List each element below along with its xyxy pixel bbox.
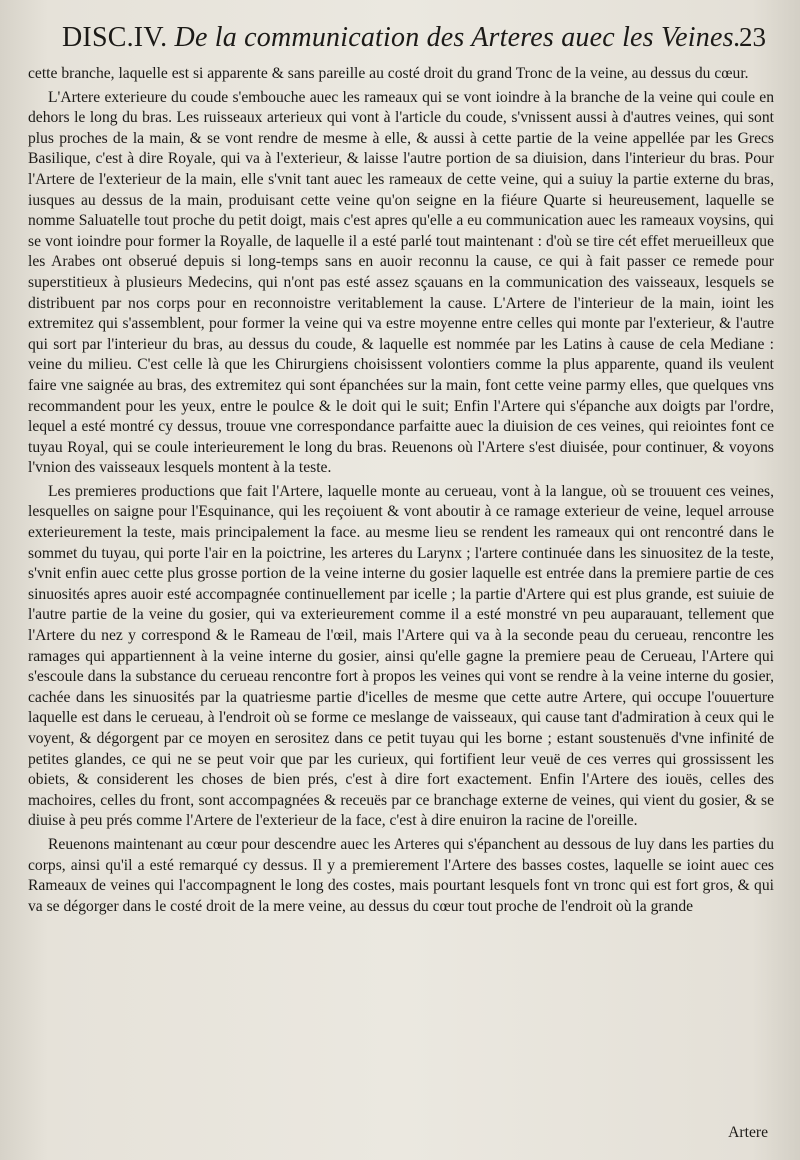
paragraph: cette branche, laquelle est si apparente & sans pareille au costé droit du grand Tronc de la veine, au dessus du cœur.	[28, 65, 749, 82]
paragraph: L'Artere exterieure du coude s'embouche auec les rameaux qui se vont ioindre à la branche de la veine qui coule en dehors le long du bras. Les ruisseaux arterieux qui vont à l'article du coude, s'vnissent aussi à d'autres veines, qui sont plus proches de la main, & se vont rendre de mesme à elle, & aussi à cette partie de la veine appellée par les Grecs Basilique, c'est à dire Royale, qui va à l'exterieur, & laisse l'autre portion de sa diuision, dans l'interieur du bras. Pour l'Artere de l'exterieur de la main, elle s'vnit tant auec les rameaux de cette veine, qui a suiuy la partie externe du bras, iusques au dessus de la main, produisant cette veine qu'on seigne en la fiéure Quarte si heureusement, laquelle se nomme Saluatelle tout proche du petit doigt, mais c'est apres qu'elle a eu communication auec les rameaux voysins, qui se vont ioindre pour former la Royalle, de laquelle il a esté parlé tout maintenant : d'où se tire cét effet merueilleux que les Arabes ont obserué depuis si long-temps sans en auoir reconnu la cause, ce qui à fait passer ce remede pour superstitieux à plusieurs Medecins, qui n'ont pas esté assez sçauans en la communication des vaisseaux, lesquels se distribuent par nos corps pour en reconnoistre veritablement la cause. L'Artere de l'interieur de la main, ioint les extremitez qui s'assemblent, pour former la veine qui va estre moyenne entre celles qui monte par l'exterieur, & l'autre qui sort par l'interieur du bras, au dessus du coude, & laquelle est nommée par les Latins à cause de cela Mediane : veine du milieu. C'est celle là que les Chirurgiens choisissent volontiers comme la plus apparente, quand ils veulent faire vne saignée au bras, des extremitez qui sont épanchées sur la main, font cette veine parmy elles, que quelques vns recommandent pour les yeux, entre le poulce & le doit qui le suit; Enfin l'Artere qui s'épanche aux doigts par l'ordre, lequel a esté montré cy dessus, trouue vne correspondance parfaitte auec la diuision de ces veines, qui reiointes font ce tuyau Royal, qui se coule interieurement le long du bras. Reuenons où l'Artere s'est diuisée, pour continuer, & voyons l'vnion des vaisseaux lesquels montent à la teste.	[28, 88, 774, 477]
title-text: De la communication des Arteres auec les Veines.	[174, 22, 741, 53]
paragraph: Les premieres productions que fait l'Artere, laquelle monte au cerueau, vont à la langue, où se trouuent ces veines, lesquelles on saigne pour l'Esquinance, qui les reçoiuent & vont aboutir à ce ramage exterieur de veine, lequel arrouse exterieurement la teste, mais principalement la face. au mesme lieu se rendent les rameaux qui ont rencontré dans le sommet du tuyau, qui porte l'air en la poictrine, les arteres du Larynx ; l'artere continuée dans les sinuositez de la teste, s'vnit enfin auec cette plus grosse portion de la veine interne du gosier laquelle est entrée dans la premiere partie de ces sinuosités apres auoir esté accompagnée continuellement par icelle ; la partie d'Artere qui est plus grande, est suiuie de l'autre partie de la veine du gosier, qui va exterieurement comme il a esté monstré vn peu auparauant, tellement que l'Artere du nez y correspond & le Rameau de l'œil, mais l'Artere qui va à la seconde peau du cerueau, rencontre les ramages qui appartiennent à la veine interne du gosier, ainsi qu'elle gagne la premiere peau de Cerueau, l'Artere qui s'escoule dans la substance du cerueau rencontre fort à propos les veines qui vont se rendre à la veine interne du gosier, cachée dans les sinuosités par la quatriesme partie d'icelles de mesme que cette autre Artere, qui occupe l'ouuerture laquelle est dans le cerueau, à l'endroit où se forme ce meslange de vaisseaux, qui cause tant d'admiration à ceux qui le voyent, & dégorgent par ce moyen en serositez dans ce petit tuyau qui les borne ; estant soustenuës d'vne infinité de petites glandes, ce qui ne se peut voir que par les curieux, qui fortifient leur veuë de ces verres qui grossissent les obiets, & considerent les choses de bien prés, c'est à dire fort exactement. Enfin l'Artere des iouës, celles des machoires, celles du front, sont accompagnées & receuës par ce branchage externe de veines, qui vient du gosier, & se diuise à peu prés comme l'Artere de l'exterieur de la face, c'est à dire enuiron la racine de l'oreille.	[28, 482, 774, 830]
running-header	[28, 22, 774, 56]
body-text	[28, 64, 774, 917]
paragraph: Reuenons maintenant au cœur pour descendre auec les Arteres qui s'épanchent au dessous de luy dans les parties du corps, ainsi qu'il a esté remarqué cy dessus. Il y a premierement l'Artere des basses costes, laquelle se ioint auec ces Rameaux de veines qui l'accompagnent le long des costes, mais pourtant lesquels font vn tronc qui est fort gros, & qui va se dégorger dans le costé droit de la mere veine, au dessus du cœur tout proche de l'endroit où la grande	[28, 835, 774, 915]
title-discourse-number: DISC.IV.	[62, 22, 168, 53]
catchword: Artere	[728, 1124, 768, 1141]
page-title	[62, 22, 741, 54]
page-number: 23	[739, 22, 766, 52]
